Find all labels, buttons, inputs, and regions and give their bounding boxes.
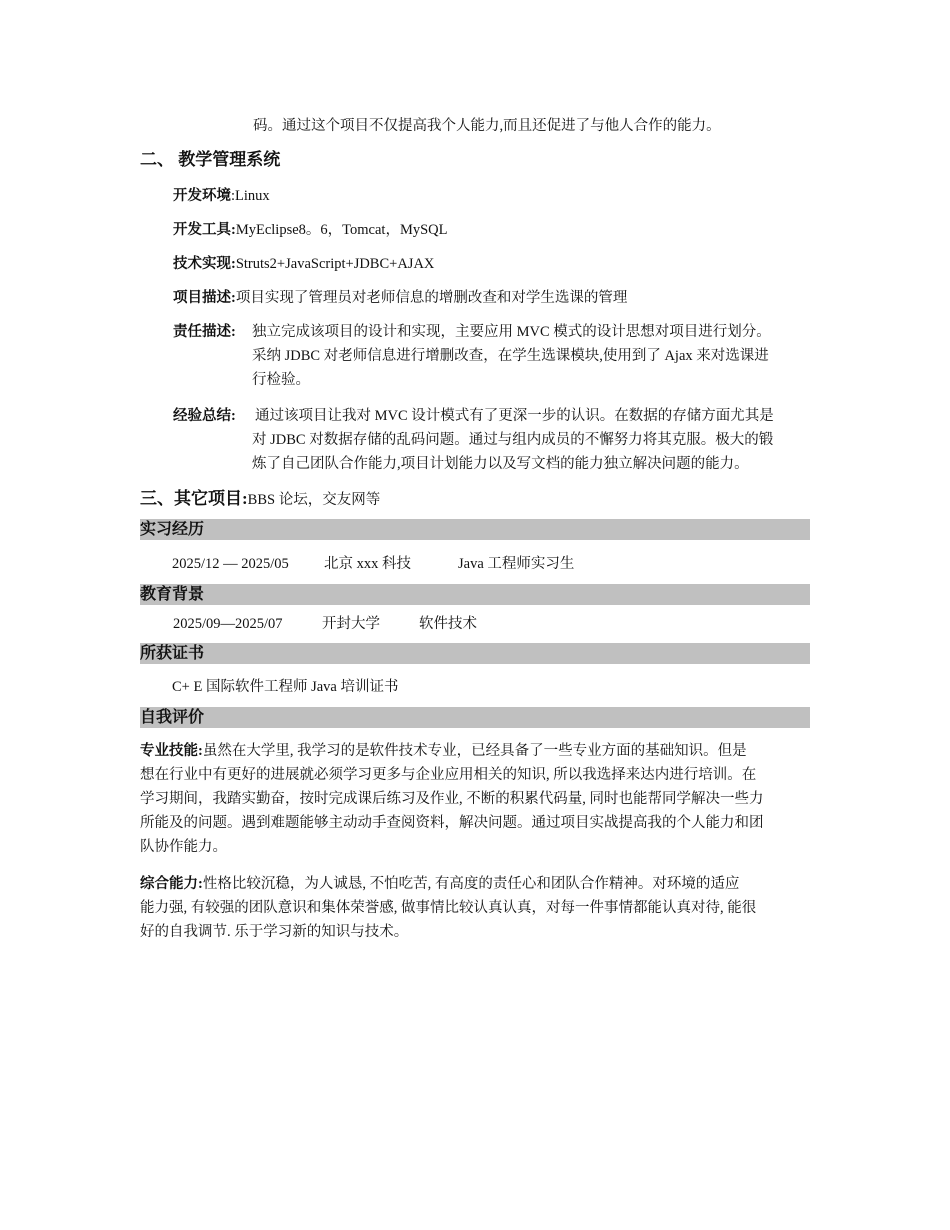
exp-line: 对 JDBC 对数据存储的乱码问题。通过与组内成员的不懈努力将其克服。极大的锻 [252, 432, 774, 448]
project2-env [173, 186, 270, 206]
skills-line-first [140, 741, 747, 761]
certificates-section-title: 所获证书 [140, 643, 810, 664]
exp-line: 炼了自己团队合作能力,项目计划能力以及写文档的能力独立解决问题的能力。 [252, 456, 749, 472]
internship-company: 北京 xxx 科技 [324, 556, 411, 572]
desc-label: 项目描述: [173, 290, 236, 306]
env-value: :Linux [231, 188, 270, 204]
env-label: 开发环境 [173, 188, 231, 204]
tools-label: 开发工具: [173, 222, 236, 238]
skills-label: 专业技能: [140, 743, 203, 759]
internship-period: 2025/12 — 2025/05 [172, 556, 289, 572]
skills-line: 学习期间，我踏实勤奋，按时完成课后练习及作业, 不断的积累代码量, 同时也能帮同学解决一些力 [140, 791, 764, 807]
ability-line-first [140, 874, 739, 894]
exp-line: 通过该项目让我对 MVC 设计模式有了更深一步的认识。在数据的存储方面尤其是 [255, 408, 774, 424]
resp-label: 责任描述: [173, 324, 236, 340]
project3 [140, 489, 380, 510]
tech-value: Struts2+JavaScript+JDBC+AJAX [235, 256, 435, 272]
skills-line: 想在行业中有更好的进展就必须学习更多与企业应用相关的知识, 所以我选择来达内进行培训。在 [140, 767, 757, 783]
resp-line: 独立完成该项目的设计和实现，主要应用 MVC 模式的设计思想对项目进行划分。 [252, 324, 771, 340]
tech-label: 技术实现: [173, 256, 236, 272]
internship-section-title: 实习经历 [140, 519, 810, 540]
certificate-item: C+ E 国际软件工程师 Java 培训证书 [172, 679, 399, 695]
self-eval-section-title: 自我评价 [140, 707, 810, 728]
project3-heading: 三、其它项目: [140, 489, 248, 508]
skills-line: 所能及的问题。遇到难题能够主动动手查阅资料，解决问题。通过项目实战提高我的个人能力和团 [140, 815, 764, 831]
skills-line: 虽然在大学里, 我学习的是软件技术专业，已经具备了一些专业方面的基础知识。但是 [202, 743, 747, 759]
education-school: 开封大学 [322, 616, 380, 632]
exp-label: 经验总结: [173, 408, 236, 424]
ability-label: 综合能力: [140, 876, 203, 892]
desc-value: 项目实现了管理员对老师信息的增删改查和对学生选课的管理 [235, 290, 628, 306]
ability-line: 性格比较沉稳，为人诚恳, 不怕吃苦, 有高度的责任心和团队合作精神。对环境的适应 [202, 876, 740, 892]
project3-value: BBS 论坛，交友网等 [247, 492, 381, 508]
ability-line: 能力强, 有较强的团队意识和集体荣誉感, 做事情比较认真认真，对每一件事情都能认真对待, 能很 [140, 900, 757, 916]
resp-line: 采纳 JDBC 对老师信息进行增删改查，在学生选课模块,使用到了 Ajax 来对选课进 [252, 348, 769, 364]
skills-line: 队协作能力。 [140, 839, 227, 855]
project2-desc [173, 288, 627, 308]
project2-tools [173, 220, 447, 240]
project2-tech [173, 254, 434, 274]
education-period: 2025/09—2025/07 [173, 616, 283, 632]
ability-line: 好的自我调节. 乐于学习新的知识与技术。 [140, 924, 409, 940]
resp-line: 行检验。 [252, 372, 310, 388]
education-major: 软件技术 [419, 616, 477, 632]
internship-role: Java 工程师实习生 [458, 556, 575, 572]
education-section-title: 教育背景 [140, 584, 810, 605]
tools-value: MyEclipse8。6，Tomcat，MySQL [235, 222, 448, 238]
project2-heading: 二、 教学管理系统 [140, 150, 281, 169]
project-tail-text: 码。通过这个项目不仅提高我个人能力,而且还促进了与他人合作的能力。 [253, 118, 721, 134]
